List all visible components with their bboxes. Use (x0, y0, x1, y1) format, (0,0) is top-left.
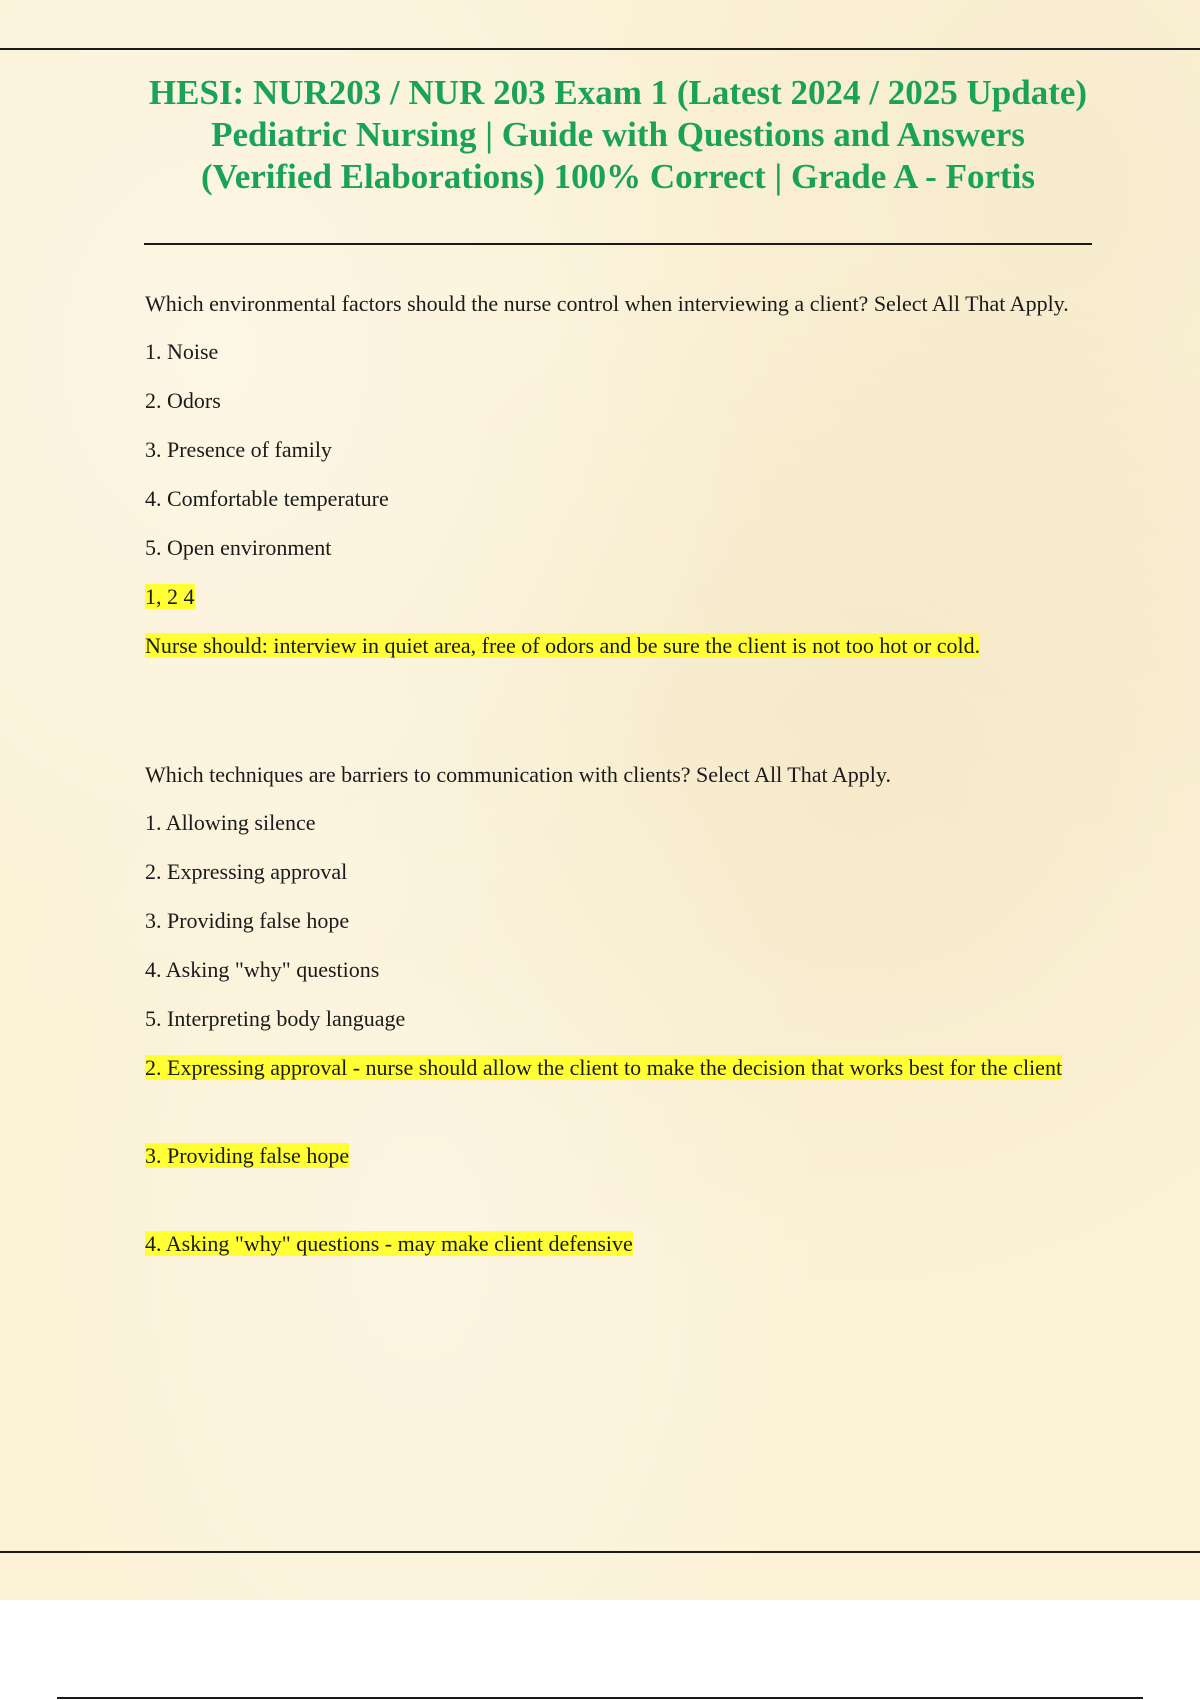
question-2-answer-1: 2. Expressing approval - nurse should allow the client to make the decision that works best for the client (145, 1055, 1063, 1080)
question-1-rationale-line (145, 630, 1075, 662)
question-1-answer: 1, 2 4 (145, 584, 195, 609)
question-2-option-5: 5. Interpreting body language (145, 1006, 406, 1031)
spacer (145, 662, 1075, 759)
header-rule (0, 48, 1200, 50)
question-2-answer-2-line (145, 1140, 1075, 1172)
question-2-option-2: 2. Expressing approval (145, 859, 348, 884)
spacer (145, 1084, 1075, 1140)
question-1-option-3: 3. Presence of family (145, 437, 332, 462)
question-2-option-1: 1. Allowing silence (145, 810, 316, 835)
title-underline (144, 243, 1092, 245)
question-1-prompt: Which environmental factors should the nurse control when interviewing a client? Select All That Apply. (145, 291, 1069, 316)
footer-rule-page (0, 1551, 1200, 1553)
question-1-option-5: 5. Open environment (145, 535, 332, 560)
question-2-answer-3-line (145, 1228, 1075, 1260)
question-2-option-4: 4. Asking "why" questions (145, 957, 380, 982)
question-1-answer-line (145, 581, 1075, 613)
question-2-answer-1-line (145, 1052, 1075, 1084)
question-1-option-4: 4. Comfortable temperature (145, 486, 389, 511)
document-title: HESI: NUR203 / NUR 203 Exam 1 (Latest 2024 / 2025 Update) Pediatric Nursing | Guide with Questions and Answers (Verified Elaborations) 100% Correct | Grade A - Fortis (148, 73, 1088, 196)
question-1-rationale: Nurse should: interview in quiet area, free of odors and be sure the client is not too hot or cold. (145, 633, 981, 658)
question-1-option-1: 1. Noise (145, 339, 219, 364)
document-body (145, 288, 1075, 1260)
question-2-prompt: Which techniques are barriers to communication with clients? Select All That Apply. (145, 762, 891, 787)
spacer (145, 1172, 1075, 1228)
question-2-option-3: 3. Providing false hope (145, 908, 350, 933)
next-page-rule (57, 1697, 1143, 1699)
question-1-option-2: 2. Odors (145, 388, 221, 413)
question-2-answer-3: 4. Asking "why" questions - may make client defensive (145, 1231, 633, 1256)
question-2-answer-2: 3. Providing false hope (145, 1143, 350, 1168)
